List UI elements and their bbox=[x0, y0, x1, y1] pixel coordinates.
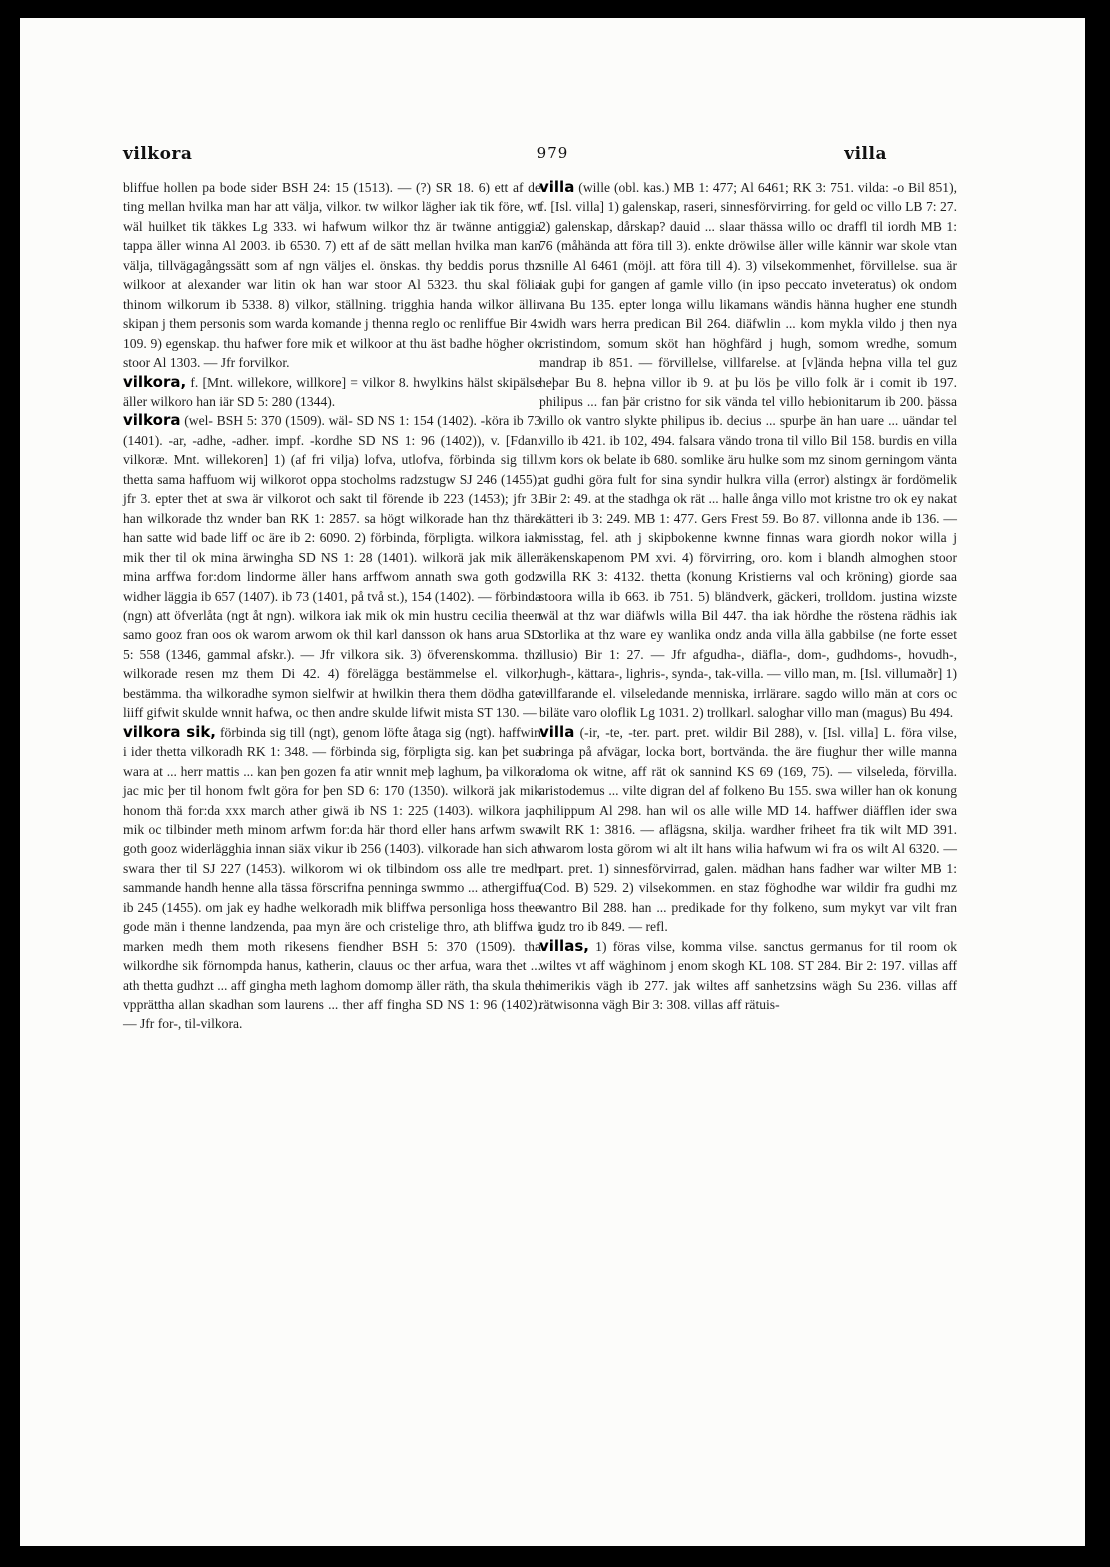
entry bbox=[539, 937, 957, 1015]
page-number: 979 bbox=[536, 144, 569, 162]
headword: villa bbox=[539, 722, 575, 741]
headword: vilkora, bbox=[123, 372, 187, 391]
entry bbox=[123, 723, 541, 1034]
headword: villas, bbox=[539, 936, 589, 955]
entry-text: bliffue hollen pa bode sider BSH 24: 15 (1513). — (?) SR 18. 6) ett af de ting mellan hvilka man har att välja, vilkor. tw wilkor lägher iak tik före, wt wäl huilket tik täkkes Lg 333. wi hafwum wilkor thz är twänne antiggia tappa äller winna Al 2003. ib 6530. 7) ett af de sätt mellan hvilka man kan välja, tillvägagångssätt som af ngn väljes el. önskas. thy beddis porus thz wilkoor at alexander war litin ok han war stoor Al 5323. thu skal fölia thinom wilkorum ib 5338. 8) vilkor, ställning. trigghia handa wilkor ällir skipan j them personis som warda komande j thenna reglo oc renliffue Bir 4: 109. 9) egenskap. thu hafwer fore mik et wilkoor at thu äst badhe högher ok stoor Al 1303. — Jfr forvilkor. bbox=[123, 180, 541, 371]
entry-text: (-ir, -te, -ter. part. pret. wildir Bil 288), v. [Isl. villa] L. föra vilse, bringa på afvägar, locka bort, bortvända. the äre fiughur ther wille manna doma ok witne, aff rät ok sannind KS 69 (169, 75). — vilseleda, förvilla. aristodemus ... vilte digran del af folkeno Bu 155. swa willer han ok konung philippum Al 298. han wil os alle wille MD 14. haffwer diäfflen ider swa wilt RK 1: 3816. — aflägsna, skilja. wardher friheet fra tik wilt MD 391. hwarom losta görom wi alt ilt hans wilia hafwum wi fra os wilt Al 6320. — part. pret. 1) sinnesförvirrad, galen. mädhan hans fadher war wilter MB 1: (Cod. B) 529. 2) vilsekommen. en staz föghodhe war wildir fra gudhi mz wantro Bil 288. han ... predikade for thy folkeno, sum mykyt var vilt fran gudz tro ib 849. — refl. bbox=[539, 724, 957, 935]
headword: vilkora sik, bbox=[123, 722, 217, 741]
running-head-left: vilkora bbox=[123, 144, 193, 164]
entry bbox=[123, 411, 541, 722]
entry bbox=[539, 723, 957, 937]
entry bbox=[123, 373, 541, 412]
running-head-right: villa bbox=[844, 144, 887, 164]
left-column bbox=[123, 178, 541, 1034]
entry-text: (wel- BSH 5: 370 (1509). wäl- SD NS 1: 154 (1402). -köra ib 73 (1401). -ar, -adhe, -adher. impf. -kordhe SD NS 1: 96 (1402)), v. [Fdan. vilkoræ. Mnt. willekoren] 1) (af fri vilja) lofva, utlofva, förbinda sig till. thetta sama haffuom wij wilkorot oppa stocholms radzstugw SJ 246 (1455); jfr 3. epter thet at swa är vilkorot och sakt til förende ib 223 (1453); jfr 3. han wilkorade thz wnder ban RK 1: 2857. sa högt wilkorade han thz thäre han satte wid bade liff oc äre ib 2: 6090. 2) förbinda, förpligta. wilkora iak mik ther til ok mina ärwingha SD NS 1: 28 (1401). wilkorä jak mik äller mina arffwa for:dom lindorme äller hans arffwom annath swa goth godz widher läggia ib 657 (1407). ib 73 (1401, på två st.), 154 (1402). — förbinda (ngn) att öfverlåta (ngt åt ngn). wilkora iak mik ok min hustru cecilia theen samo gooz fran oos ok warom arwom ok thil karl dansson ok hans arua SD 5: 558 (1346, gammal afskr.). — Jfr vilkora sik. 3) öfverenskomma. thz wilkorade resen mz them Di 42. 4) förelägga bestämmelse el. vilkor, bestämma. tha wilkoradhe symon sielfwir at hwilkin thera them dödha gate liiff gifwit skulde wnnit hafwa, oc then andre skulde lifwit mista ST 130. — bbox=[123, 413, 541, 721]
dictionary-page bbox=[20, 18, 1085, 1546]
right-column bbox=[539, 178, 957, 1014]
headword: vilkora bbox=[123, 411, 181, 430]
headword: villa bbox=[539, 178, 575, 196]
entry-text: 1) föras vilse, komma vilse. sanctus germanus for til room ok wiltes vt aff wäghinom j enom skogh KL 108. ST 284. Bir 2: 197. villas aff himerikis vägh ib 277. jak wiltes aff sanhetzsins wägh Su 236. villas aff rätwisonna vägh Bir 3: 308. villas aff rätuis- bbox=[539, 938, 957, 1013]
entry-text: f. [Mnt. willekore, willkore] = vilkor 8. hwylkins hälst skipälse äller wilkoro han iär SD 5: 280 (1344). bbox=[123, 374, 541, 409]
entry-text: förbinda sig till (ngt), genom löfte åtaga sig (ngt). haffwin i ider thetta vilkoradh RK 1: 348. — förbinda sig, förpligta sig. kan þet sua wara at ... herr mattis ... kan þen gozen fa atir wnnit meþ laghum, þa vilkora jac mic þer til honom fwlt göra for þen SD 6: 170 (1350). wilkorä jak mik honom thä for:da xxx march ather giwä ib NS 1: 225 (1403). wilkora jac mik oc tilbinder meth minom arfwm for:da här thord eller hans arfwm swa goth gooz widerlägghia innan siäx vikur ib 256 (1403). vilkorade han sich at swara ther til SJ 227 (1453). wilkorom wi ok tilbindom oss alle tre medh sammande handh henne alla tässa förscrifna penninga swmmo ... athergiffua ib 245 (1455). om jak ey hadhe welkoradh mik bliffwa personliga hoss thee gode män i thenne landzenda, paa myn äre och cristelige thro, ath bliffwa i marken medh them moth rikesens fiendher BSH 5: 370 (1509). tha wilkordhe sik förnompda hanus, katherin, clauus oc ther arfua, wara thet ... ath thetta gudhzt ... aff gingha meth laghom domomp äller räth, tha skula the vpprättha allan skadhan som laurens ... ther aff fingha SD NS 1: 96 (1402). — Jfr for-, til-vilkora. bbox=[123, 724, 541, 1032]
entry bbox=[123, 178, 541, 373]
entry-text: (wille (obl. kas.) MB 1: 477; Al 6461; RK 3: 751. vilda: -o Bil 851), f. [Isl. villa] 1) galenskap, raseri, sinnesförvirring. for geld oc villo LB 7: 27. 2) galenskap, dårskap? dauid ... slaar thässa willo oc draffl til iordh MB 1: 76 (måhända att föra till 3). enkte dröwilse äller wille kännir war skole vtan snille Al 6461 (möjl. att föra till 4). 3) vilsekommenhet, förvillelse. sua är iak guþi for gangen af gamle villo (in ipso peccato inveteratus) ok ondom vana Bu 135. epter longa willu likamans wändis hänna hugher ene stundh widh wars herra predican Bil 264. diäfwlin ... kom mykla vildo j then nya cristindom, somum sköt han höghfärd j hugh, somom wredhe, somum mandrap ib 851. — förvillelse, villfarelse. at [v]ända heþna villa tel guz heþar Bu 8. heþna villor ib 9. at þu lös þe villo folk är i comit ib 197. philipus ... fan þär cristno for sik vända tel villo hebionitarum ib 200. þässa villo ok vantro slykte philipus ib. decius ... spurþe än han uare ... uändar tel villo ib 421. ib 102, 494. falsara vändo trona til villo Bil 158. burdis en villa vm kors ok belate ib 680. somlike äru hulke som mz sinom gerningom vänta at gudhi göra fult for sina syndir hulkra villa (error) alstingx är fordömelik Bir 2: 49. at the stadhga ok rät ... halle ånga villo mot kristne tro ok ey nakat kätteri ib 3: 249. MB 1: 477. Gers Frest 59. Bo 87. villonna ande ib 136. — misstag, fel. ath j skipbokenne kwnne finnas wara giordh nokor willa j räkenskapenom PM xvi. 4) förvirring, oro. kom i blandh almoghen stoor willa RK 3: 4132. thetta (konung Kristierns val och kröning) giorde saa stoora willa ib 663. ib 751. 5) bländverk, gäckeri, trolldom. justina wizste wäl at thz war diäfwls willa Bil 447. tha iak hördhe the röstena rädhis iak storlika at thz ware ey wanlika ondz anda villa älla gabbilse (ne forte esset illusio) Bir 1: 27. — Jfr afgudha-, diäfla-, dom-, gudhdoms-, hovudh-, hugh-, kättara-, lighris-, synda-, tak-villa. — villo man, m. [Isl. villumaðr] 1) villfarande el. vilseledande menniska, irrlärare. sagdo willo män at cors oc biläte varo oloflik Lg 1031. 2) trollkarl. saloghar villo man (magus) Bu 494. bbox=[539, 180, 957, 721]
entry bbox=[539, 178, 957, 723]
